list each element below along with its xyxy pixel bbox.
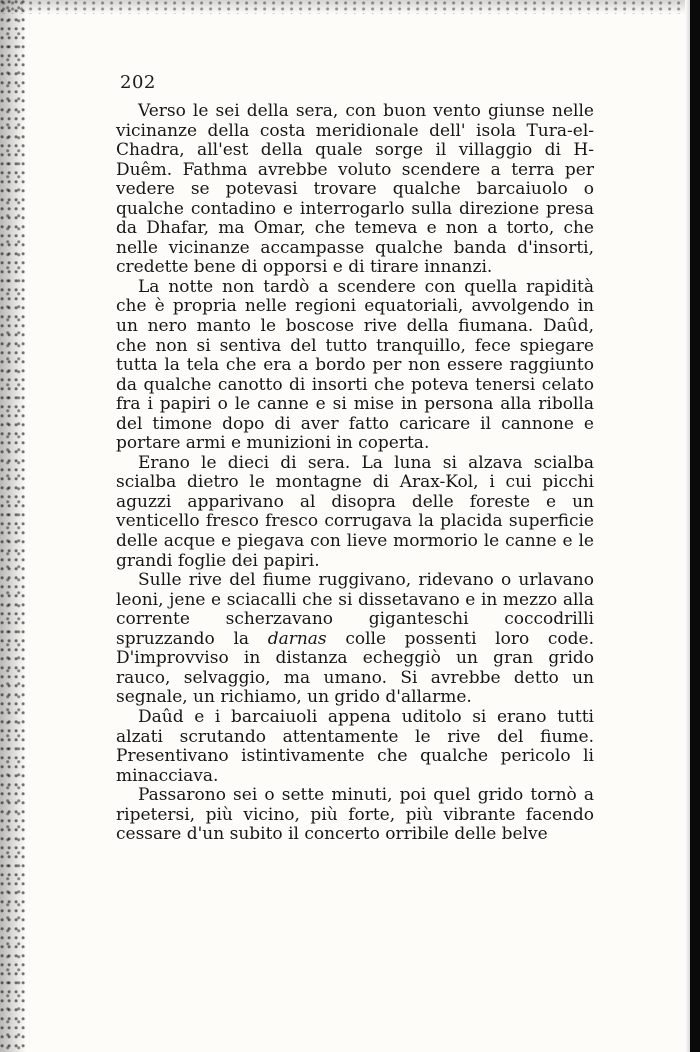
paragraph: Daûd e i barcaiuoli appena uditolo si erano tutti alzati scrutando attentamente le rive del fiume. Presentivano istintivamente che qualche pericolo li minacciava. xyxy=(116,706,594,786)
paragraph: Passarono sei o sette minuti, poi quel grido tornò a ripetersi, più vicino, più forte, più vibrante facendo cessare d'un subito il concerto orribile delle belve xyxy=(116,785,594,845)
page-number: 202 xyxy=(120,72,156,93)
paragraph: Erano le dieci di sera. La luna si alzava scialba scialba dietro le montagne di Arax-Kol, i cui picchi aguzzi apparivano al disopra delle foreste e un venticello fresco fresco corrugava la placida superficie delle acque e piegava con lieve mormorio le canne e le grandi foglie dei papiri. xyxy=(116,452,594,571)
paragraph: Verso le sei della sera, con buon vento giunse nelle vicinanze della costa meridionale dell' isola Tura-el-Chadra, all'est della quale sorge il villaggio di H-Duêm. Fathma avrebbe voluto scendere a terra per vedere se potevasi trovare qualche barcaiuolo o qualche contadino e interrogarlo sulla direzione presa da Dhafar, ma Omar, che temeva e non a torto, che nelle vicinanze accampasse qualche banda d'insorti, credette bene di opporsi e di tirare innanzi. xyxy=(116,101,594,278)
paragraph-text: Sulle rive del fiume ruggivano, ridevano o urlavano leoni, jene e sciacalli che si dissetavano e in mezzo alla corrente scherzavano giganteschi coccodrilli spruzzando la xyxy=(116,570,594,649)
page-left-edge xyxy=(0,0,26,1052)
page-right-border xyxy=(690,0,700,1052)
body-text xyxy=(116,102,594,845)
paragraph: La notte non tardò a scendere con quella rapidità che è propria nelle regioni equatoriali, avvolgendo in un nero manto le boscose rive della fiumana. Daûd, che non si sentiva del tutto tranquillo, fece spiegare tutta la tela che era a bordo per non essere raggiunto da qualche canotto di insorti che poteva tenersi celato fra i papiri o le canne e si mise in persona alla ribolla del timone dopo di aver fatto caricare il cannone e portare armi e munizioni in coperta. xyxy=(116,276,594,454)
page-top-edge xyxy=(0,0,690,14)
italic-word: darnas xyxy=(267,628,327,649)
paragraph-text: colle possenti loro code. D'improvviso in distanza echeggiò un gran grido rauco, selvaggio, ma umano. Si avrebbe detto un segnale, un richiamo, un grido d'allarme. xyxy=(116,628,594,708)
paragraph xyxy=(116,571,594,708)
